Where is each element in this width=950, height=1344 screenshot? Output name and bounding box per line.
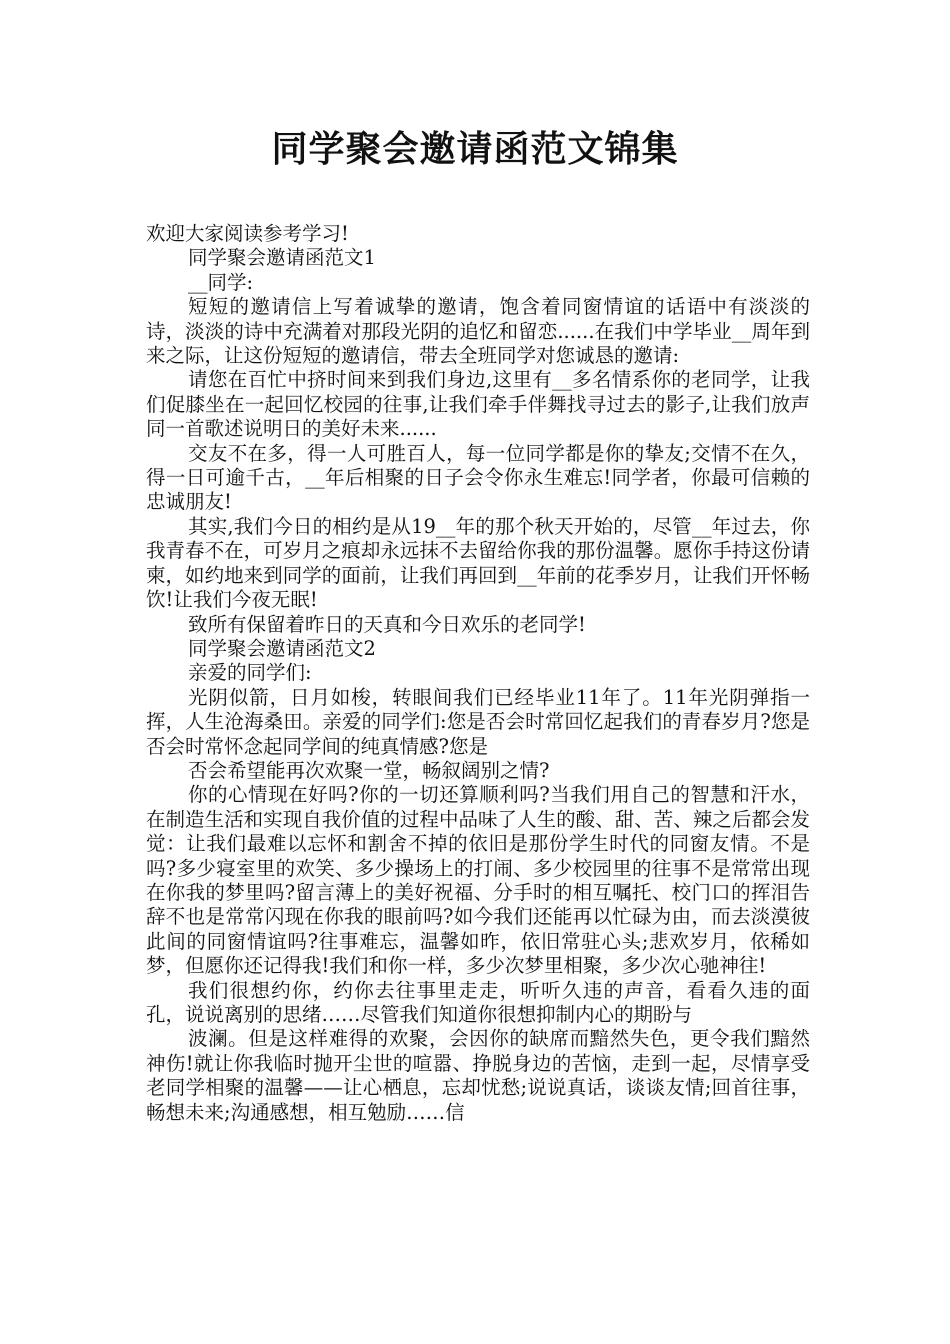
paragraph: 短短的邀请信上写着诚挚的邀请，饱含着同窗情谊的话语中有淡淡的诗，淡淡的诗中充满着对那段光阴的追忆和留恋......在我们中学毕业__周年到来之际，让这份短短的邀请信，带去全班同学对您诚恳的邀请: xyxy=(146,295,810,368)
paragraph: 致所有保留着昨日的天真和今日欢乐的老同学! xyxy=(188,612,586,636)
paragraph: 否会希望能再次欢聚一堂，畅叙阔别之情? xyxy=(188,758,550,782)
document-title: 同学聚会邀请函范文锦集 xyxy=(271,129,679,170)
paragraph: __同学: xyxy=(188,270,254,294)
document-body xyxy=(146,222,810,1125)
paragraph: 我们很想约你，约你去往事里走走，听听久违的声音，看看久违的面孔，说说离别的思绪……尽管我们知道你很想抑制内心的期盼与 xyxy=(146,978,810,1026)
paragraph: 波澜。但是这样难得的欢聚，会因你的缺席而黯然失色，更令我们黯然神伤!就让你我临时抛开尘世的喧嚣、挣脱身边的苦恼，走到一起，尽情享受老同学相聚的温馨——让心栖息，忘却忧愁;说说真话，谈谈友情;回首往事，畅想未来;沟通感想，相互勉励……信 xyxy=(146,1027,810,1124)
paragraph: 请您在百忙中挤时间来到我们身边,这里有__多名情系你的老同学，让我们促膝坐在一起回忆校园的往事,让我们牵手伴舞找寻过去的影子,让我们放声同一首歌述说明日的美好未来...... xyxy=(146,368,810,441)
paragraph: 亲爱的同学们: xyxy=(188,661,312,685)
paragraph: 同学聚会邀请函范文1 xyxy=(188,246,376,270)
paragraph: 交友不在多，得一人可胜百人，每一位同学都是你的挚友;交情不在久，得一日可逾千古，__年后相聚的日子会令你永生难忘!同学者，你最可信赖的忠诚朋友! xyxy=(146,441,810,514)
paragraph: 你的心情现在好吗?你的一切还算顺利吗?当我们用自己的智慧和汗水，在制造生活和实现自我价值的过程中品味了人生的酸、甜、苦、辣之后都会发觉：让我们最难以忘怀和割舍不掉的依旧是那份学生时代的同窗友情。不是吗?多少寝室里的欢笑、多少操场上的打闹、多少校园里的往事不是常常出现在你我的梦里吗?留言薄上的美好祝福、分手时的相互嘱托、校门口的挥泪告辞不也是常常闪现在你我的眼前吗?如今我们还能再以忙碌为由，而去淡漠彼此间的同窗情谊吗?往事难忘，温馨如昨，依旧常驻心头;悲欢岁月，依稀如梦，但愿你还记得我!我们和你一样，多少次梦里相聚，多少次心驰神往! xyxy=(146,783,810,978)
paragraph: 欢迎大家阅读参考学习! xyxy=(146,222,349,245)
paragraph: 其实,我们今日的相约是从19__年的那个秋天开始的，尽管__年过去，你我青春不在，可岁月之痕却永远抹不去留给你我的那份温馨。愿你手持这份请柬，如约地来到同学的面前，让我们再回到__年前的花季岁月，让我们开怀畅饮!让我们今夜无眠! xyxy=(146,514,810,612)
paragraph: 同学聚会邀请函范文2 xyxy=(188,636,376,660)
paragraph: 光阴似箭，日月如梭，转眼间我们已经毕业11年了。11年光阴弹指一挥，人生沧海桑田。亲爱的同学们:您是否会时常回忆起我们的青春岁月?您是否会时常怀念起同学间的纯真情感?您是 xyxy=(146,685,810,758)
